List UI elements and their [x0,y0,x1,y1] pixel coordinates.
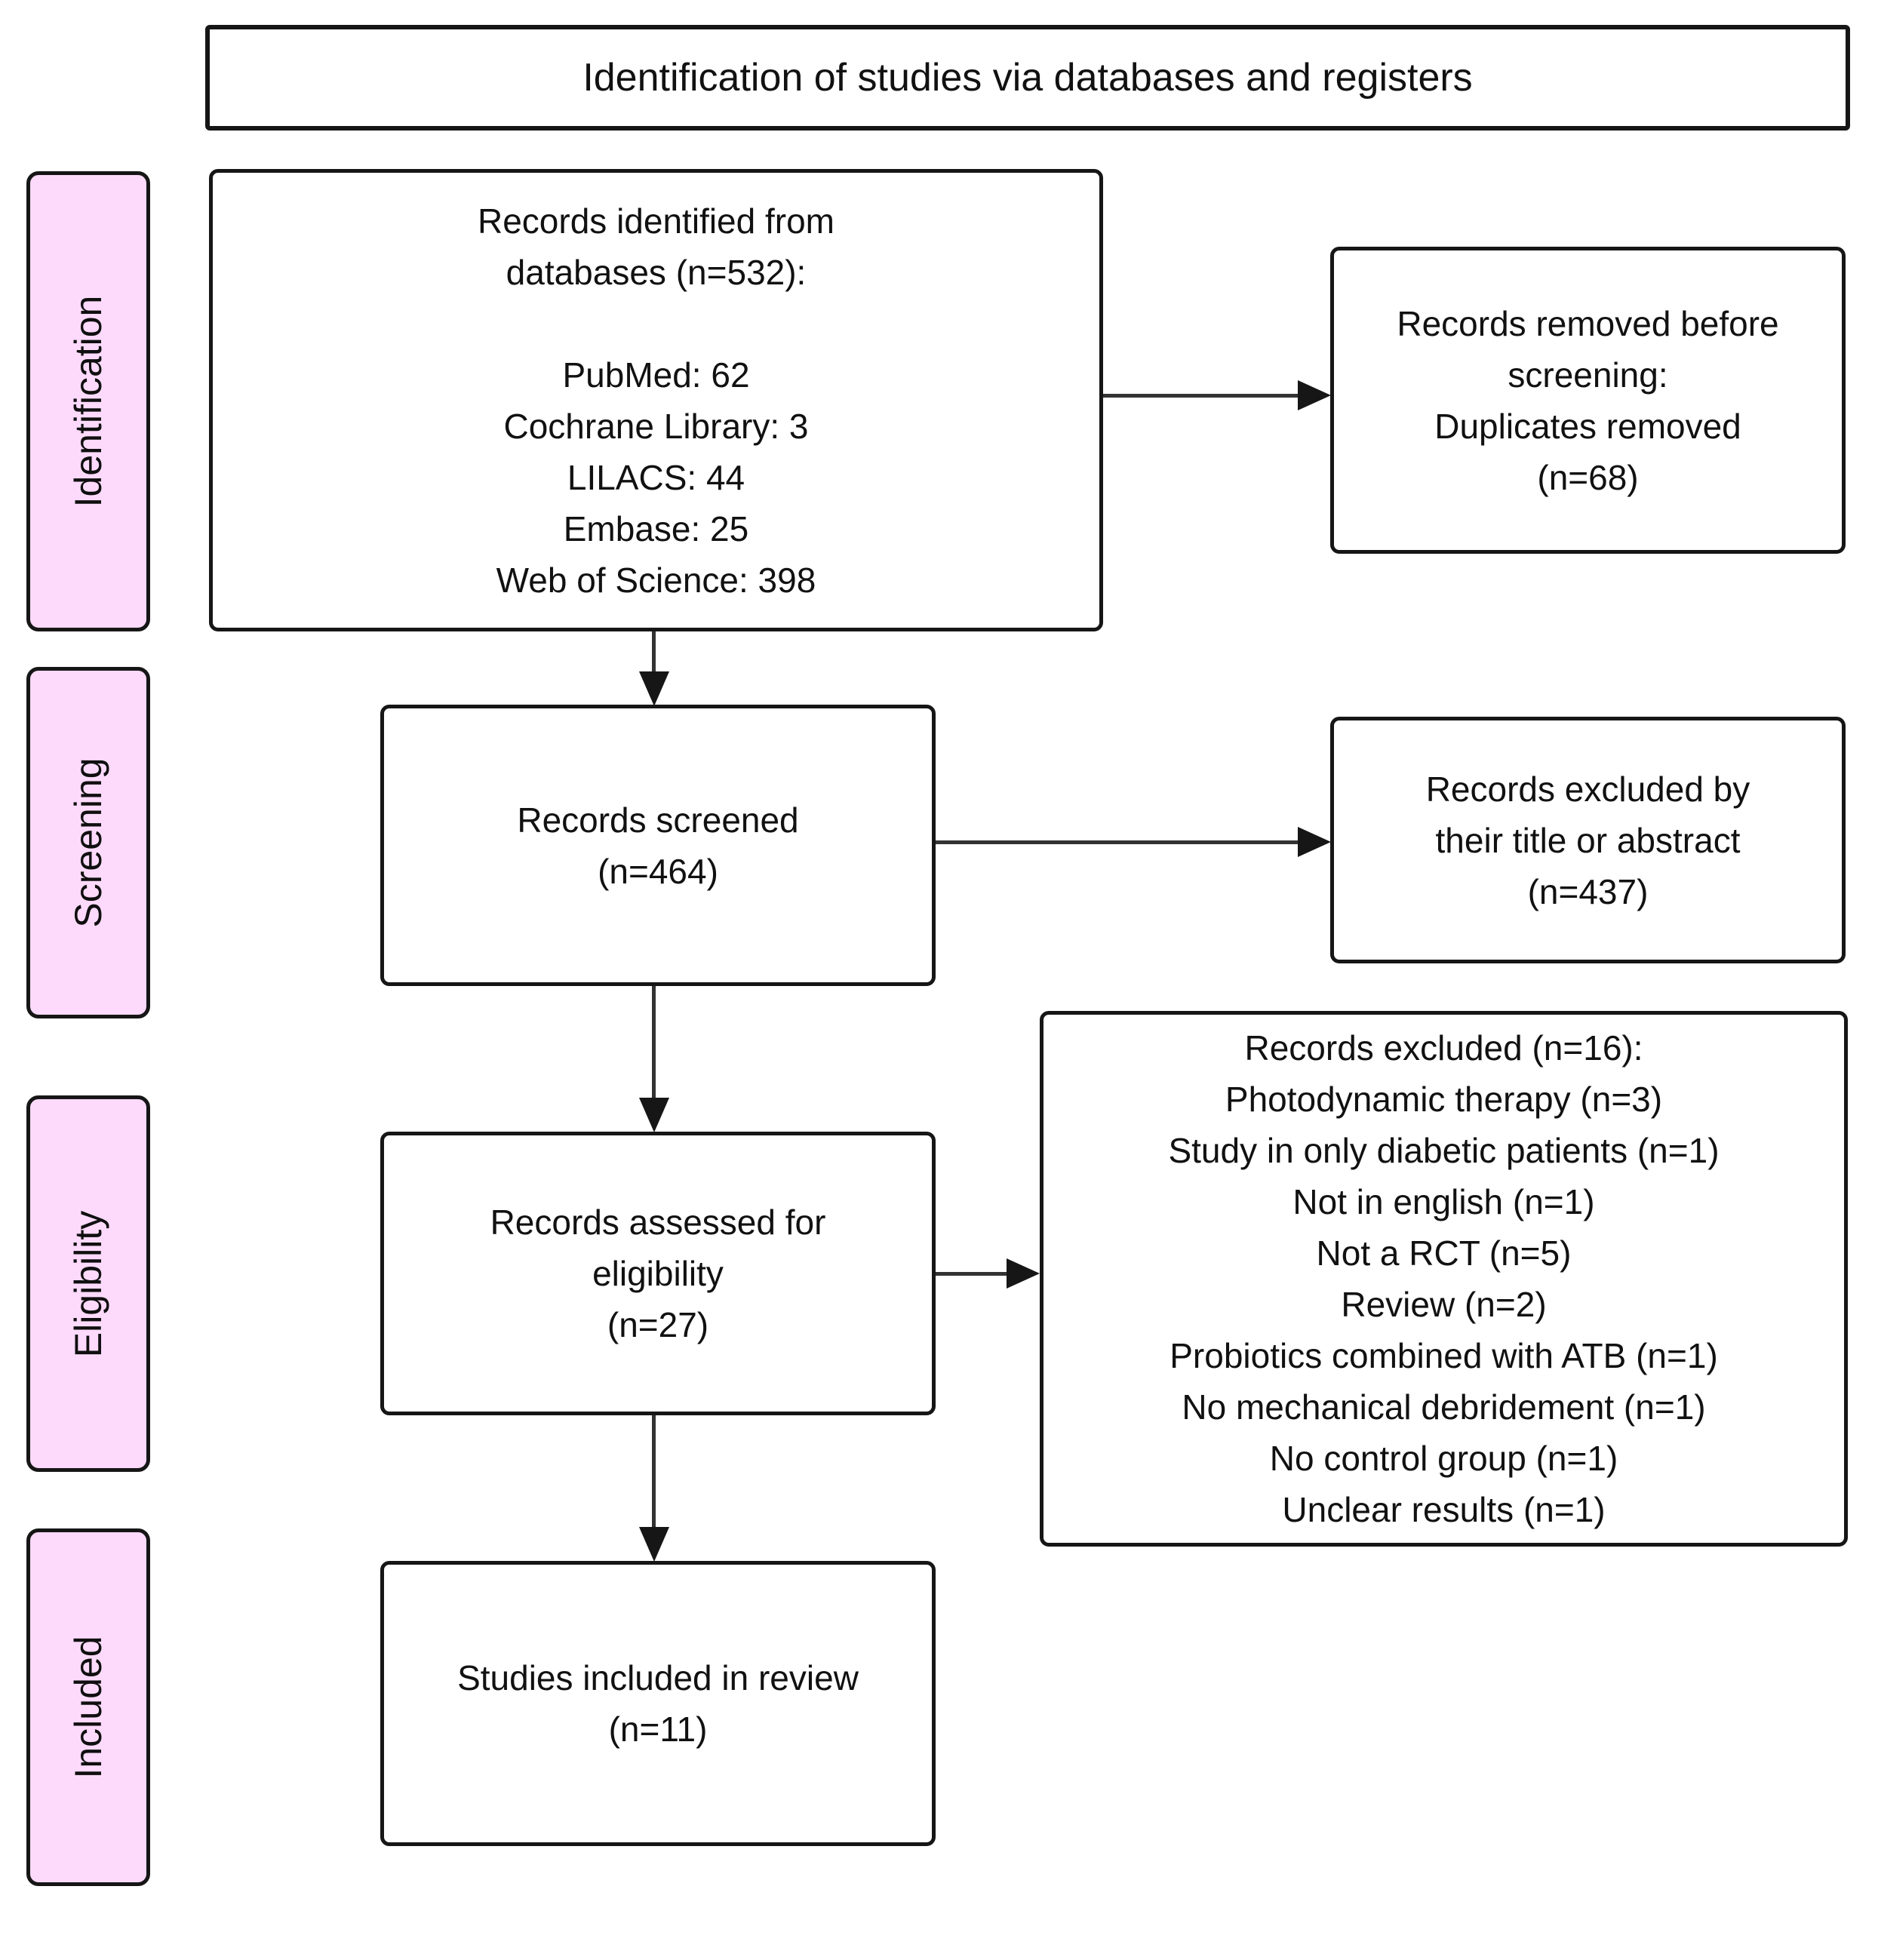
arrow-line [936,840,1299,844]
box-line: Records excluded (n=16): [1244,1028,1643,1068]
arrowhead [1298,827,1331,857]
stage-eligibility [26,1095,150,1472]
box-line: eligibility [592,1254,724,1293]
arrow-line [652,986,656,1099]
records-screened-box [380,705,936,986]
box-line: screening: [1508,355,1668,395]
arrowhead [639,671,669,706]
box-line: (n=27) [607,1305,709,1344]
box-line: Records removed before [1397,303,1779,343]
stage-label: Included [67,1636,109,1779]
box-line: LILACS: 44 [567,457,745,497]
box-line: (n=11) [608,1710,708,1749]
box-line: (n=437) [1527,871,1649,911]
box-line: their title or abstract [1435,820,1741,860]
box-line: Cochrane Library: 3 [503,406,809,446]
box-line: Studies included in review [457,1658,859,1697]
box-line: Records excluded by [1425,769,1750,809]
arrowhead [639,1527,669,1562]
box-line: Embase: 25 [563,508,749,548]
box-line: Photodynamic therapy (n=3) [1225,1080,1663,1119]
box-line: Unclear results (n=1) [1282,1490,1606,1529]
stage-label: Identification [67,295,109,508]
records-removed-box [1330,247,1846,554]
arrow-line [1103,394,1299,398]
studies-included-box [380,1561,936,1846]
box-line: (n=464) [598,851,718,891]
arrowhead [1007,1258,1040,1289]
box-line: PubMed: 62 [562,355,750,395]
box-line: Study in only diabetic patients (n=1) [1168,1131,1720,1170]
box-line: No mechanical debridement (n=1) [1182,1387,1706,1427]
box-line: databases (n=532): [506,252,807,292]
diagram-title: Identification of studies via databases and registers [582,56,1473,100]
arrow-line [652,631,656,673]
box-line: Not a RCT (n=5) [1316,1233,1572,1273]
stage-screening [26,667,150,1018]
box-line: Duplicates removed [1434,406,1741,446]
arrow-line [652,1415,656,1528]
records-excluded-title-abstract-box [1330,717,1846,963]
stage-label: Eligibility [67,1210,109,1357]
stage-included [26,1528,150,1886]
stage-label: Screening [67,757,109,928]
box-line: Records assessed for [490,1203,826,1242]
records-identified-box [209,169,1103,631]
arrow-line [936,1272,1008,1276]
box-line: Records identified from [478,201,834,241]
arrowhead [639,1098,669,1132]
box-line: (n=68) [1537,457,1639,497]
box-line: No control group (n=1) [1269,1439,1618,1478]
box-line: Records screened [517,800,799,840]
box-line: Not in english (n=1) [1292,1182,1595,1221]
records-assessed-box [380,1132,936,1415]
box-line: Web of Science: 398 [496,560,816,600]
records-excluded-fulltext-box [1040,1011,1848,1547]
diagram-title-banner [205,25,1850,131]
arrowhead [1298,380,1331,410]
box-line: Probiotics combined with ATB (n=1) [1170,1336,1718,1375]
box-line: Review (n=2) [1341,1285,1547,1324]
stage-identification [26,171,150,631]
